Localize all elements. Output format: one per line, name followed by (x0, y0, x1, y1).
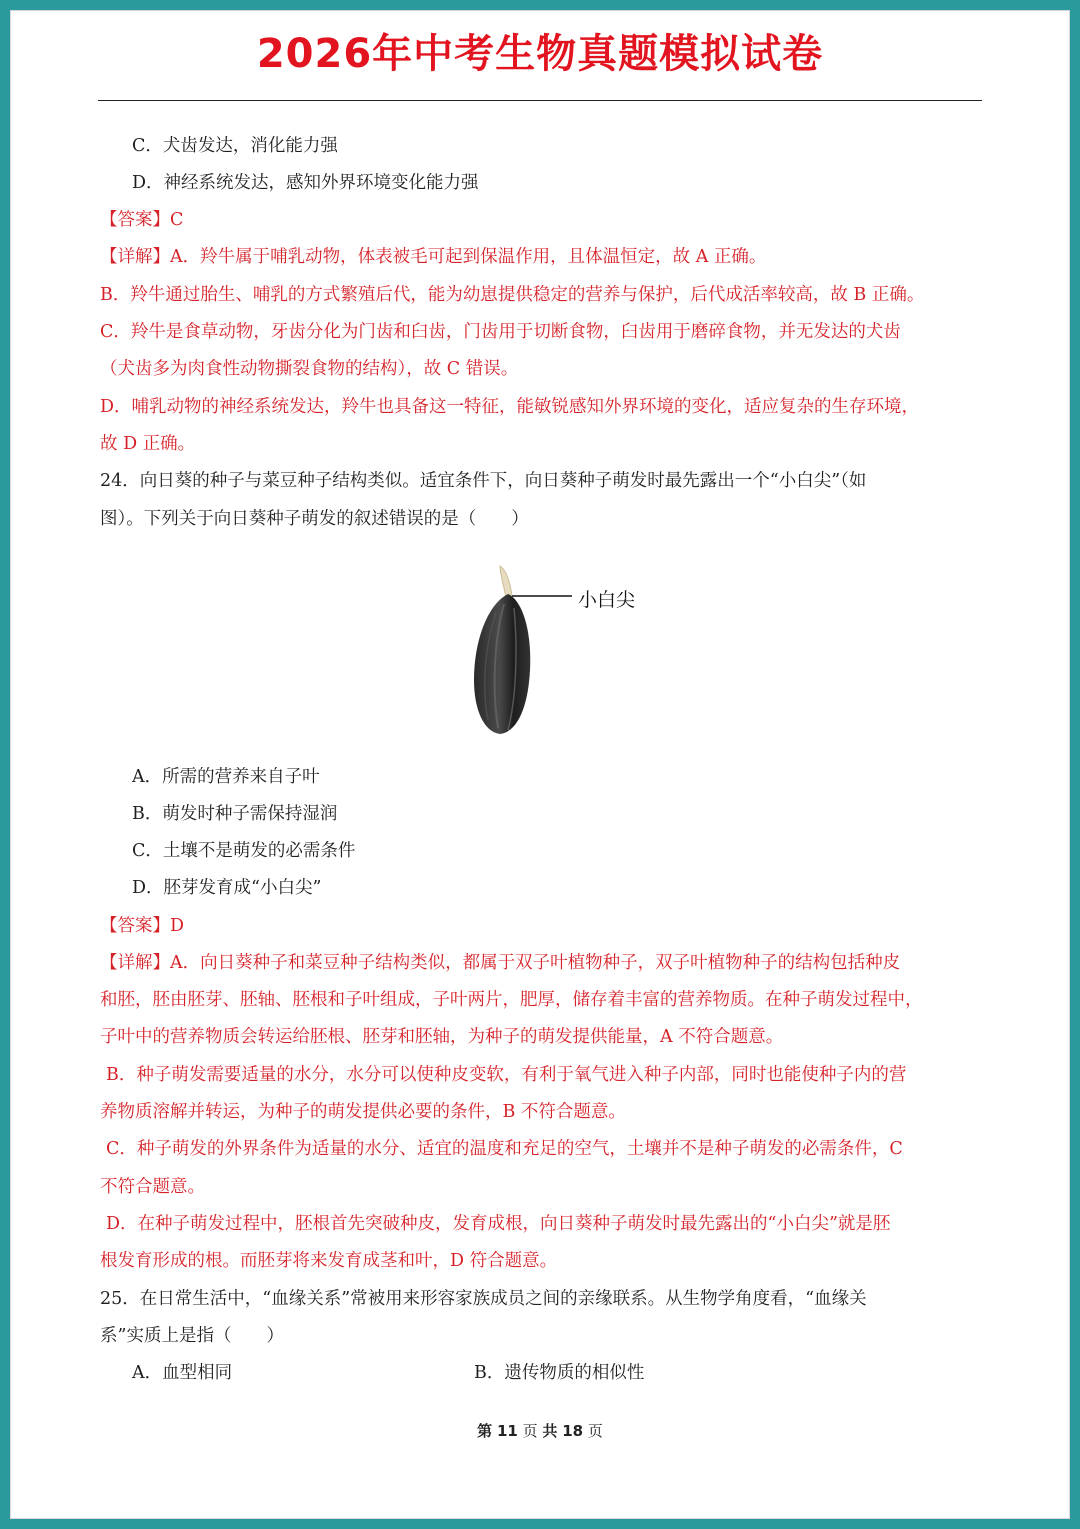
page-footer (0, 1420, 1080, 1441)
radicle-tip (500, 566, 512, 598)
title-divider (98, 100, 982, 101)
q23-explain-line5: D．哺乳动物的神经系统发达，羚牛也具备这一特征，能敏锐感知外界环境的变化，适应复杂的生存环境， (100, 397, 920, 417)
q24-option-d: D．胚芽发育成“小白尖” (132, 878, 322, 898)
answer-tag: 【答案】 (100, 916, 170, 936)
explain-tag: 【详解】 (100, 953, 170, 973)
q25-option-a: A．血型相同 (132, 1363, 233, 1383)
q23-explain-line1 (100, 245, 766, 269)
answer-value: C (170, 210, 184, 230)
footer-total-word: 页 (587, 1422, 603, 1440)
explain-text: A．向日葵种子和菜豆种子结构类似，都属于双子叶植物种子，双子叶植物种子的结构包括种皮 (170, 953, 901, 973)
q24-explain-line6: C．种子萌发的外界条件为适量的水分、适宜的温度和充足的空气，土壤并不是种子萌发的必需条件，C (106, 1139, 903, 1159)
footer-total-number: 18 (562, 1422, 584, 1440)
q23-explain-line4: （犬齿多为肉食性动物撕裂食物的结构），故 C 错误。 (100, 359, 519, 379)
page-title: 2026年中考生物真题模拟试卷 (256, 31, 824, 77)
footer-total-prefix: 共 (542, 1422, 558, 1440)
q23-answer (100, 208, 183, 232)
answer-value: D (170, 916, 185, 936)
q23-option-c: C．犬齿发达，消化能力强 (132, 136, 338, 156)
q25-stem-line2: 系”实质上是指（ ） (100, 1326, 284, 1346)
q24-explain-line4: B．种子萌发需要适量的水分，水分可以使种皮变软，有利于氧气进入种子内部，同时也能使种子内的营 (106, 1065, 907, 1085)
footer-prefix: 第 (477, 1422, 493, 1440)
q24-stem-line1: 24．向日葵的种子与菜豆种子结构类似。适宜条件下，向日葵种子萌发时最先露出一个“小白尖”（如 (100, 471, 867, 491)
explain-tag: 【详解】 (100, 247, 170, 267)
q24-explain-line1 (100, 951, 900, 975)
q23-option-d: D．神经系统发达，感知外界环境变化能力强 (132, 173, 479, 193)
answer-tag: 【答案】 (100, 210, 170, 230)
q23-explain-line3: C．羚牛是食草动物，牙齿分化为门齿和臼齿，门齿用于切断食物，臼齿用于磨碎食物，并无发达的犬齿 (100, 322, 901, 342)
q25-stem-line1: 25．在日常生活中，“血缘关系”常被用来形容家族成员之间的亲缘联系。从生物学角度看，“血缘关 (100, 1289, 867, 1309)
q24-option-a: A．所需的营养来自子叶 (132, 767, 320, 787)
q24-explain-line2: 和胚，胚由胚芽、胚轴、胚根和子叶组成，子叶两片，肥厚，储存着丰富的营养物质。在种子萌发过程中， (100, 990, 923, 1010)
footer-page-word: 页 (522, 1422, 538, 1440)
q24-answer (100, 914, 184, 938)
q23-explain-line2: B．羚牛通过胎生、哺乳的方式繁殖后代，能为幼崽提供稳定的营养与保护，后代成活率较高，故 B 正确。 (100, 285, 925, 305)
q24-option-b: B．萌发时种子需保持湿润 (132, 804, 338, 824)
footer-page-number: 11 (496, 1422, 518, 1440)
q24-explain-line9: 根发育形成的根。而胚芽将来发育成茎和叶，D 符合题意。 (100, 1251, 558, 1271)
q23-explain-line6: 故 D 正确。 (100, 434, 196, 454)
q24-explain-line7: 不符合题意。 (100, 1177, 205, 1197)
q24-stem-line2: 图）。下列关于向日葵种子萌发的叙述错误的是（ ） (100, 509, 529, 529)
q24-explain-line5: 养物质溶解并转运，为种子的萌发提供必要的条件，B 不符合题意。 (100, 1102, 626, 1122)
explain-text: A．羚牛属于哺乳动物，体表被毛可起到保温作用，且体温恒定，故 A 正确。 (170, 247, 767, 267)
figure-label: 小白尖 (578, 589, 636, 611)
q24-explain-line8: D．在种子萌发过程中，胚根首先突破种皮，发育成根，向日葵种子萌发时最先露出的“小白尖”就是胚 (106, 1214, 891, 1234)
q24-option-c: C．土壤不是萌发的必需条件 (132, 841, 356, 861)
q25-option-b: B．遗传物质的相似性 (474, 1363, 645, 1383)
q24-explain-line3: 子叶中的营养物质会转运给胚根、胚芽和胚轴，为种子的萌发提供能量，A 不符合题意。 (100, 1027, 784, 1047)
